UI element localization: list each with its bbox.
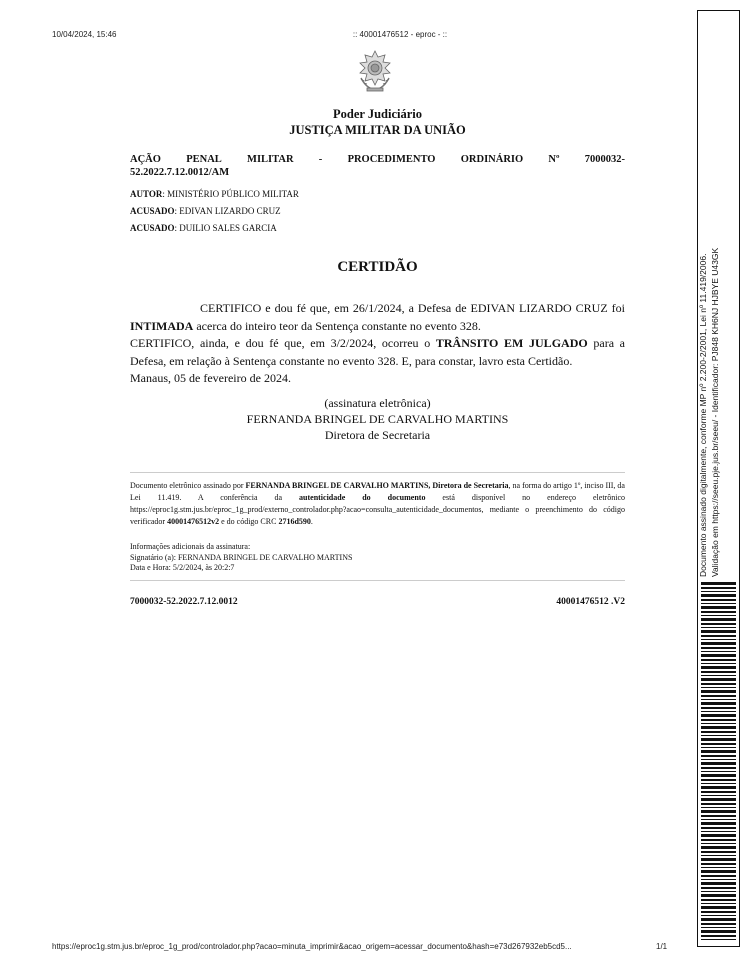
process-title-word: 7000032- <box>584 154 625 165</box>
signature-electronic: (assinatura eletrônica) <box>324 396 431 410</box>
signature-info <box>130 542 625 574</box>
divider <box>130 580 625 581</box>
party-defendant-1 <box>130 206 281 216</box>
party-author <box>130 189 299 199</box>
party-role: ACUSADO <box>130 223 175 233</box>
process-number: 7000032-52.2022.7.12.0012 <box>130 597 238 607</box>
document-code: 40001476512 .V2 <box>556 597 625 607</box>
process-title-word: Nº <box>548 154 560 165</box>
signature-info-title: Informações adicionais da assinatura: <box>130 542 251 551</box>
party-defendant-2 <box>130 223 277 233</box>
header-court: JUSTIÇA MILITAR DA UNIÃO <box>289 123 466 137</box>
party-role: AUTOR <box>130 189 163 199</box>
process-title <box>130 153 625 179</box>
stamp-line-2: Validação em https://seeu.pje.jus.br/seeu/ - Identificador: PJ848 KH6NJ HJBYE U43GK <box>709 247 720 577</box>
authenticity-note: Documento eletrônico assinado por FERNANDA BRINGEL DE CARVALHO MARTINS, Diretora de Secretaria, na forma do artigo 1º, inciso III, da Lei 11.419. A conferência da autenticidade do documento está disponível no endereço eletrônico https://eproc1g.stm.jus.br/eproc_1g_prod/externo_controlador.php?acao=consulta_autenticidade_documentos, mediante o preenchimento do código verificador 40001476512v2 e do código CRC 2716d590. <box>130 481 625 526</box>
coat-of-arms-icon <box>352 48 398 94</box>
signature-role: Diretora de Secretaria <box>324 428 431 442</box>
print-page-title: :: 40001476512 - eproc - :: <box>352 30 448 39</box>
stamp-line-1: Documento assinado digitalmente, conforme MP nº 2.200-2/2001, Lei nº 11.419/2006. <box>698 253 708 577</box>
party-role: ACUSADO <box>130 206 175 216</box>
process-title-word: PROCEDIMENTO <box>347 154 436 165</box>
place-date: Manaus, 05 de fevereiro de 2024. <box>130 371 291 385</box>
party-name: : MINISTÉRIO PÚBLICO MILITAR <box>162 189 299 199</box>
process-title-word: AÇÃO <box>130 154 161 165</box>
signature-name: FERNANDA BRINGEL DE CARVALHO MARTINS <box>246 412 509 426</box>
party-name: : DUILIO SALES GARCIA <box>174 223 277 233</box>
divider <box>130 472 625 473</box>
process-title-word: ORDINÁRIO <box>460 154 524 165</box>
process-number-line: 52.2022.7.12.0012/AM <box>130 167 230 178</box>
process-title-word: MILITAR <box>247 154 294 165</box>
barcode-icon <box>701 582 736 942</box>
header-judiciary: Poder Judiciário <box>332 107 422 121</box>
process-title-word: PENAL <box>186 154 222 165</box>
signature-block <box>130 395 625 443</box>
party-name: : EDIVAN LIZARDO CRUZ <box>174 206 281 216</box>
print-url: https://eproc1g.stm.jus.br/eproc_1g_prod/controlador.php?acao=minuta_imprimir&acao_origem=acessar_documento&hash=e73d267932eb5cd5... <box>52 942 572 951</box>
paragraph-intimation: CERTIFICO e dou fé que, em 26/1/2024, a Defesa de EDIVAN LIZARDO CRUZ foi INTIMADA acerca do inteiro teor da Sentença constante no evento 328. <box>130 301 625 333</box>
process-title-word: - <box>318 154 323 165</box>
certificate-title: CERTIDÃO <box>337 259 418 275</box>
signature-info-signer: Signatário (a): FERNANDA BRINGEL DE CARVALHO MARTINS <box>130 552 353 562</box>
signature-info-datetime: Data e Hora: 5/2/2024, às 20:2:7 <box>130 563 235 572</box>
print-datetime: 10/04/2024, 15:46 <box>52 30 117 39</box>
certificate-body <box>130 300 625 388</box>
print-page-number: 1/1 <box>656 942 668 951</box>
paragraph-res-judicata: CERTIFICO, ainda, e dou fé que, em 3/2/2024, ocorreu o TRÂNSITO EM JULGADO para a Defesa, em relação à Sentença constante no evento 328. E, para constar, lavro esta Certidão. <box>130 336 626 368</box>
document-codes <box>130 597 625 607</box>
